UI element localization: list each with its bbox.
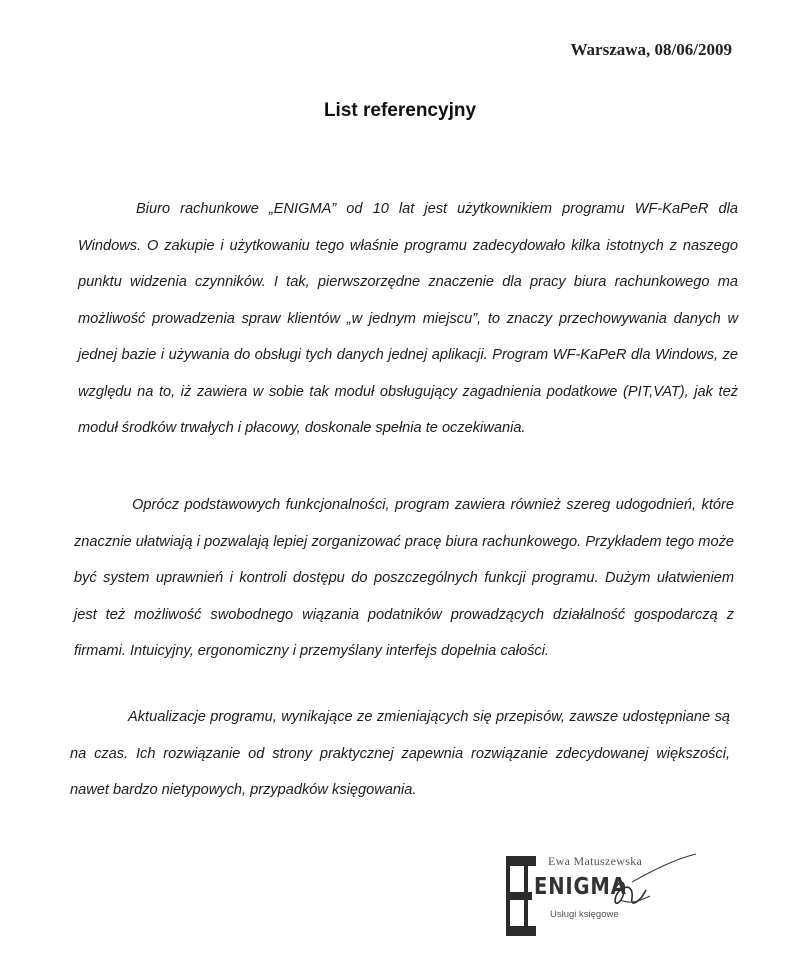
stamp-brand: ENIGMA (534, 874, 627, 900)
paragraph-1 (78, 191, 738, 447)
company-stamp (500, 842, 710, 942)
place-date: Warszawa, 08/06/2009 (570, 40, 732, 59)
paragraph-2 (74, 487, 734, 670)
stamp-subtitle: Usługi księgowe (550, 909, 619, 920)
stamp-name: Ewa Matuszewska (548, 854, 643, 868)
paragraph-3-text: Aktualizacje programu, wynikające ze zmieniających się przepisów, zawsze udostępniane są na czas. Ich rozwiązanie od strony praktycznej zapewnia rozwiązanie zdecydowanej większości, nawet bardzo nietypowych, przypadków księgowania. (70, 709, 730, 798)
document-title: List referencyjny (323, 100, 477, 121)
paragraph-3 (70, 699, 730, 809)
paragraph-2-text: Oprócz podstawowych funkcjonalności, program zawiera również szereg udogodnień, które znacznie ułatwiają i pozwalają lepiej zorganizować pracę biura rachunkowego. Przykładem tego może być system uprawnień i kontroli dostępu do poszczególnych funkcji programu. Dużym ułatwieniem jest też możliwość swobodnego wiązania podatników prowadzących działalność gospodarczą z firmami. Intuicyjny, ergonomiczny i przemyślany interfejs dopełnia całości. (74, 497, 734, 659)
paragraph-1-text: Biuro rachunkowe „ENIGMA” od 10 lat jest użytkownikiem programu WF-KaPeR dla Windows. O zakupie i użytkowaniu tego właśnie programu zadecydowało kilka istotnych z naszego punktu widzenia czynników. I tak, pierwszorzędne znaczenie dla pracy biura rachunkowego ma możliwość prowadzenia spraw klientów „w jednym miejscu”, to znaczy przechowywania danych w jednej bazie i używania do obsługi tych danych jednej aplikacji. Program WF-KaPeR dla Windows, ze względu na to, iż zawiera w sobie tak moduł obsługujący zagadnienia podatkowe (PIT,VAT), jak też moduł środków trwałych i płacowy, doskonale spełnia te oczekiwania. (78, 201, 738, 436)
